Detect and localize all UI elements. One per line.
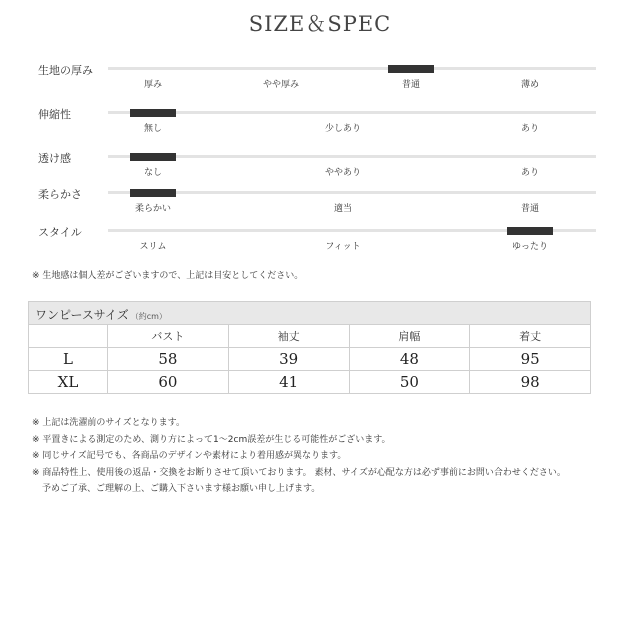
table-column-header: 肩幅: [349, 325, 470, 348]
spec-option: ややあり: [324, 168, 361, 178]
table-cell: 50: [349, 371, 470, 394]
spec-option: 無し: [143, 124, 162, 134]
spec-option: やや厚み: [262, 80, 299, 90]
spec-marker: [388, 65, 434, 73]
spec-track: [108, 111, 596, 114]
spec-row: [0, 106, 640, 146]
table-column-header: 袖丈: [228, 325, 349, 348]
footnote-line: ※ 商品特性上、使用後の返品・交換をお断りさせて頂いております。 素材、サイズが心配な方は必ず事前にお問い合わせください。: [32, 467, 566, 478]
size-label-cell: XL: [29, 371, 108, 394]
spec-option: フィット: [325, 242, 361, 252]
spec-label: 伸縮性: [38, 108, 71, 121]
spec-label: 柔らかさ: [38, 188, 82, 201]
table-caption-title: ワンピースサイズ: [35, 307, 129, 322]
spec-track: [108, 67, 596, 70]
spec-label: 透け感: [38, 152, 71, 165]
spec-option: 柔らかい: [134, 204, 171, 214]
footnote-line: ※ 上記は洗濯前のサイズとなります。: [32, 418, 185, 428]
spec-option: 薄め: [520, 80, 539, 90]
spec-option: 厚み: [143, 80, 162, 90]
spec-marker: [130, 153, 176, 161]
table-caption-unit: （約cm）: [130, 311, 167, 321]
spec-option: ゆったり: [512, 242, 548, 252]
table-cell: 58: [108, 348, 229, 371]
spec-option: 普通: [520, 204, 539, 214]
footnote-line: ※ 同じサイズ記号でも、各商品のデザインや素材により着用感が異なります。: [32, 451, 347, 461]
spec-track: [108, 191, 596, 194]
table-row: [29, 371, 591, 394]
spec-row: [0, 62, 640, 102]
spec-option: 少しあり: [324, 124, 361, 134]
table-cell: 95: [470, 348, 591, 371]
footnotes: [32, 415, 566, 498]
spec-option: スリム: [139, 242, 167, 252]
table-cell: 60: [108, 371, 229, 394]
table-cell: 48: [349, 348, 470, 371]
spec-label: スタイル: [38, 226, 82, 239]
table-cell: 39: [228, 348, 349, 371]
table-cell: 98: [470, 371, 591, 394]
table-cell: 41: [228, 371, 349, 394]
table-caption-row: [29, 302, 591, 325]
footnote-line: ※ 平置きによる測定のため、測り方によって1～2cm誤差が生じる可能性がございます。: [32, 434, 391, 445]
spec-marker: [130, 109, 176, 117]
table-corner-cell: [29, 325, 108, 348]
size-table: [28, 301, 591, 394]
spec-label: 生地の厚み: [38, 64, 93, 77]
spec-note: ※ 生地感は個人差がございますので、上記は目安としてください。: [32, 271, 304, 281]
size-label-cell: L: [29, 348, 108, 371]
table-header-row: [29, 325, 591, 348]
spec-track: [108, 155, 596, 158]
footnote-line: 予めご了承、ご理解の上、ご購入下さいます様お願い申し上げます。: [42, 484, 321, 494]
spec-option: 適当: [333, 204, 352, 214]
spec-row: [0, 186, 640, 226]
spec-option: あり: [520, 124, 539, 134]
spec-option: 普通: [401, 80, 420, 90]
table-caption: [29, 302, 591, 325]
spec-option: あり: [520, 168, 539, 178]
spec-marker: [130, 189, 176, 197]
table-row: [29, 348, 591, 371]
table-column-header: バスト: [108, 325, 229, 348]
page-title: SIZE＆SPEC: [248, 12, 392, 36]
spec-row: [0, 224, 640, 264]
spec-row: [0, 150, 640, 190]
spec-option: なし: [143, 168, 162, 178]
spec-marker: [507, 227, 553, 235]
table-column-header: 着丈: [470, 325, 591, 348]
